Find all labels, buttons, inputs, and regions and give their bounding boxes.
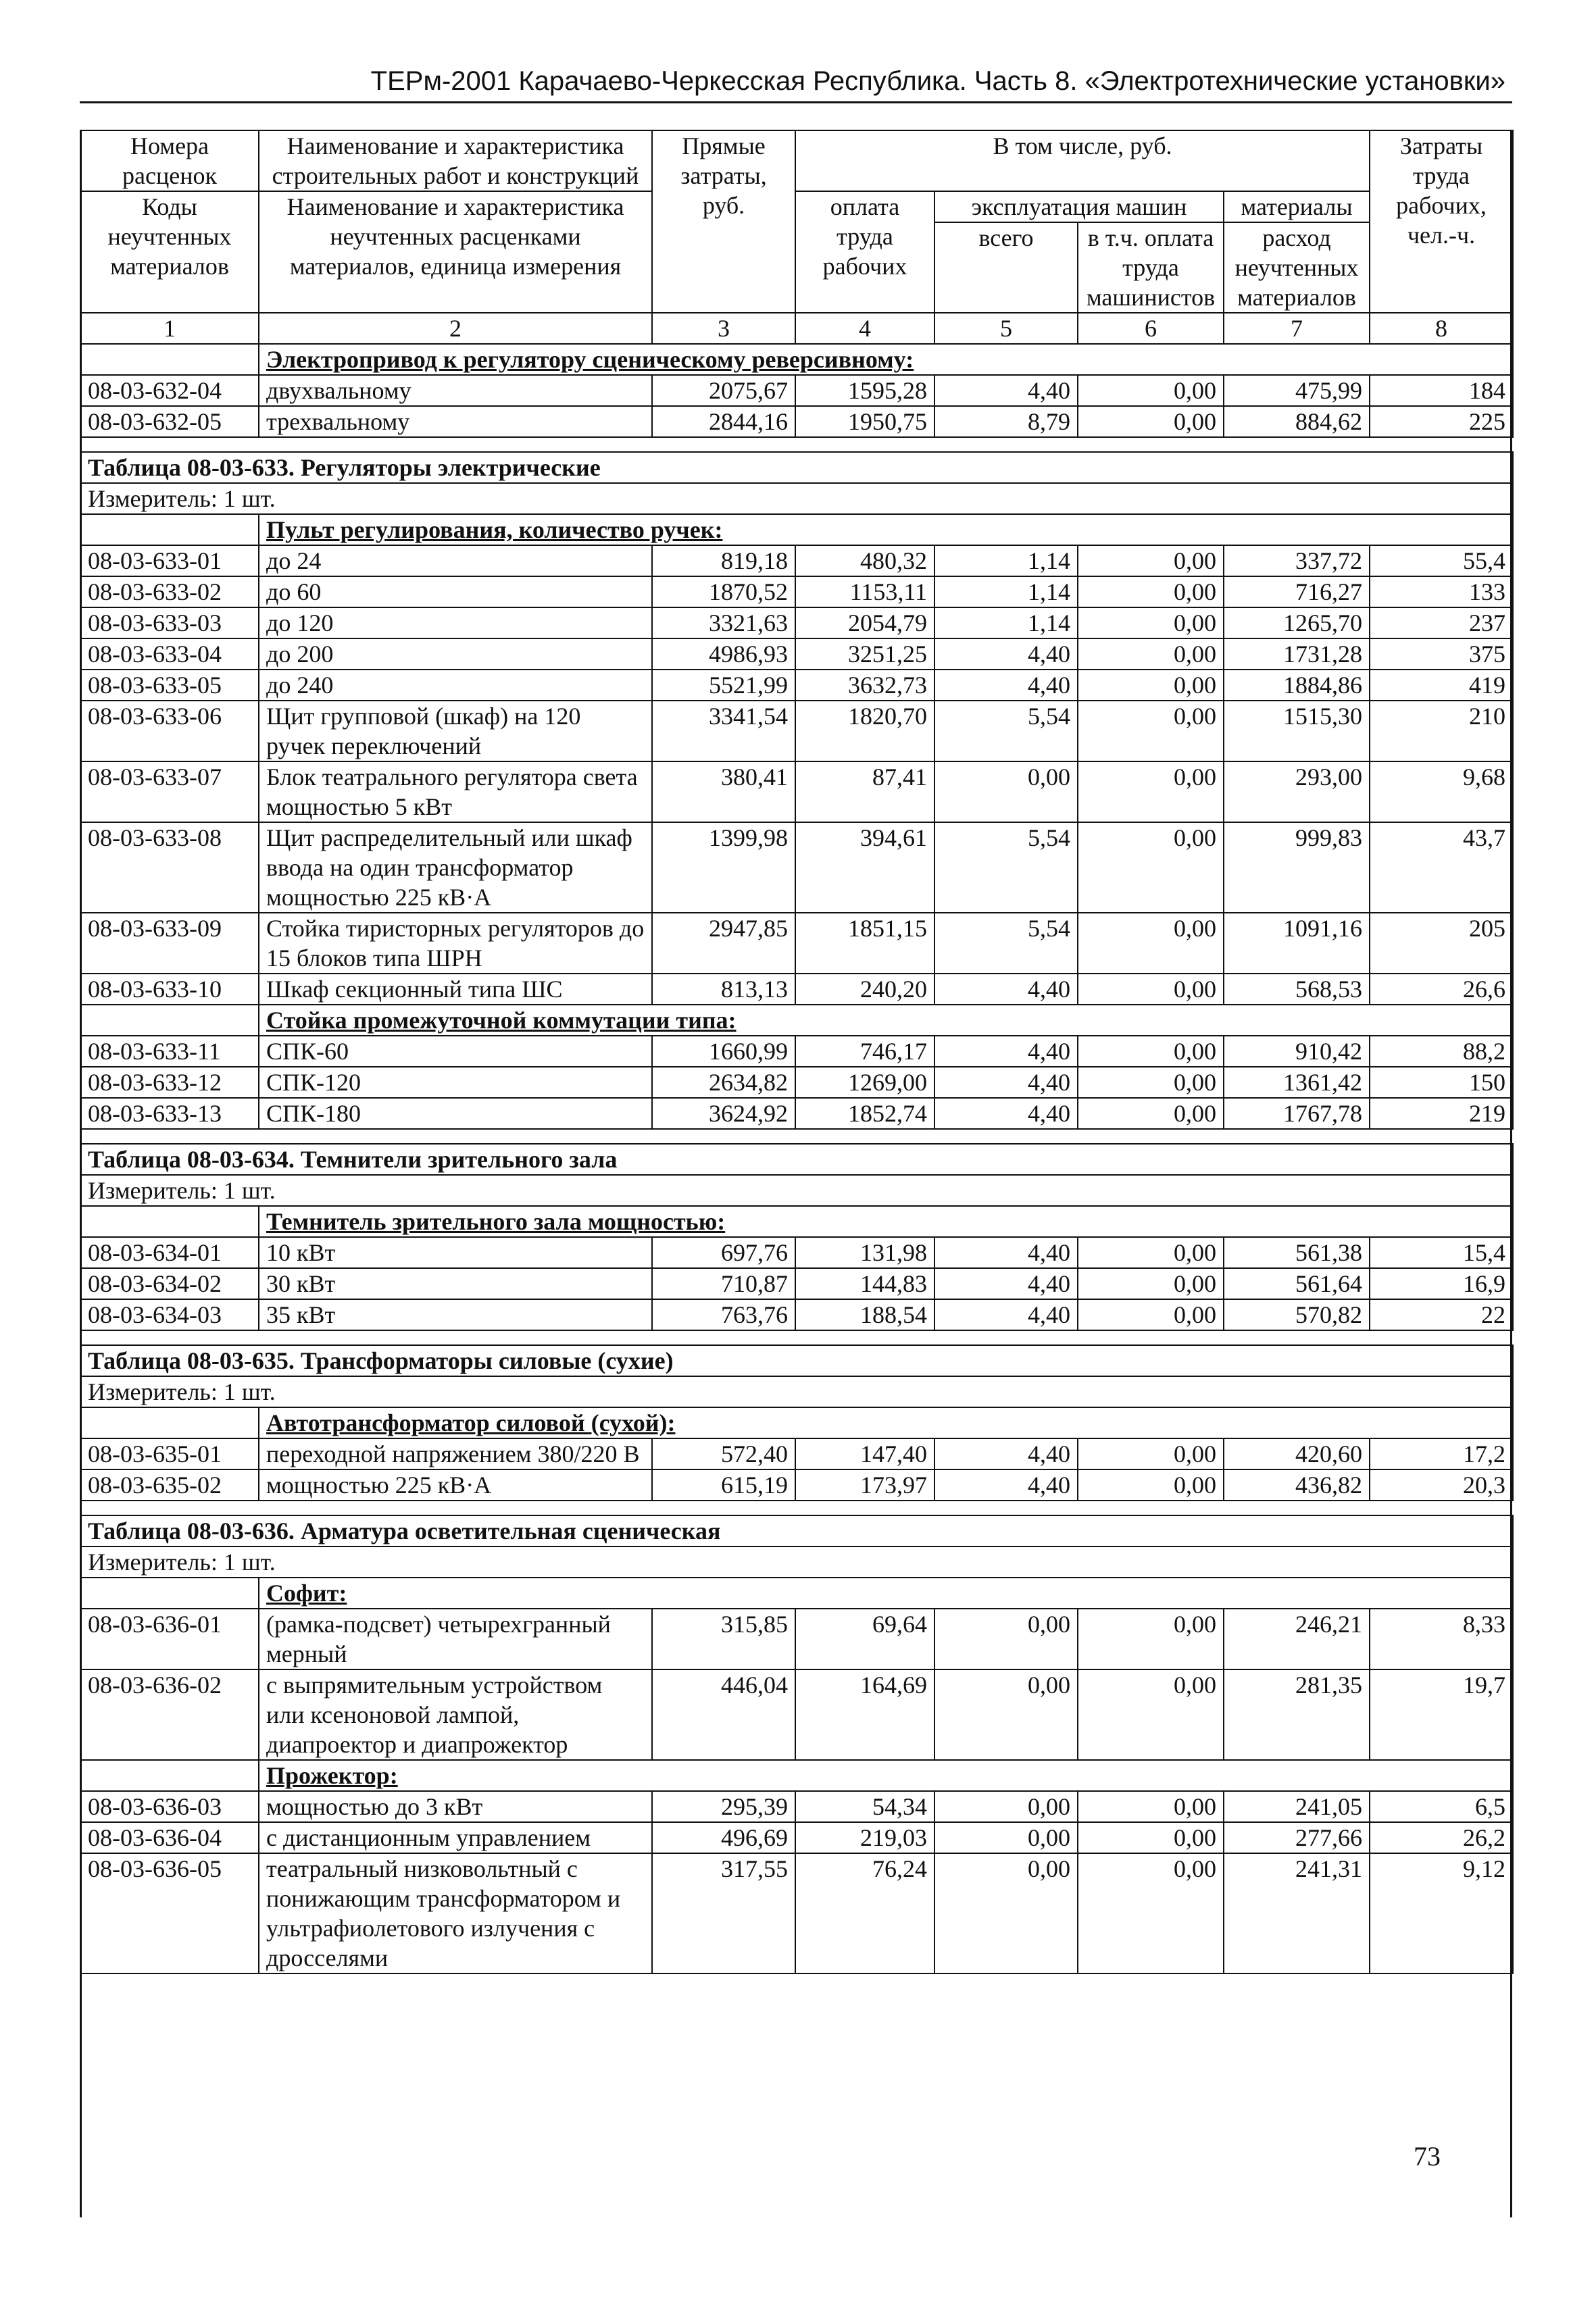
- spacer: [80, 1330, 1513, 1345]
- machinist-pay: 0,00: [1078, 1098, 1224, 1129]
- materials-cost: 293,00: [1224, 761, 1370, 822]
- table-title: Таблица 08-03-636. Арматура осветительная сценическая: [80, 1515, 1513, 1546]
- machine-cost: 4,40: [934, 1067, 1078, 1098]
- col8-header: Затраты труда рабочих, чел.-ч.: [1370, 130, 1513, 313]
- labor-hours: 26,2: [1370, 1822, 1513, 1853]
- table-row: [80, 822, 1513, 913]
- labor-hours: 375: [1370, 638, 1513, 670]
- materials-cost: 570,82: [1224, 1299, 1370, 1330]
- group-spacer: [80, 1005, 259, 1036]
- labor-pay: 1595,28: [795, 375, 934, 406]
- machinist-pay: 0,00: [1078, 1299, 1224, 1330]
- rates-table: [80, 130, 1514, 1974]
- measure-row: [80, 1376, 1513, 1407]
- rate-code: 08-03-634-03: [80, 1299, 259, 1330]
- group-title: Софит:: [259, 1578, 1513, 1609]
- machines-header: эксплуатация машин: [934, 191, 1224, 222]
- materials-cost: 1515,30: [1224, 701, 1370, 761]
- work-name: (рамка-подсвет) четырехгранный мерный: [259, 1609, 652, 1669]
- direct-cost: 710,87: [652, 1268, 795, 1299]
- work-name: 10 кВт: [259, 1237, 652, 1268]
- col-index: 4: [795, 313, 934, 344]
- machine-cost: 4,40: [934, 974, 1078, 1005]
- labor-hours: 15,4: [1370, 1237, 1513, 1268]
- group-title-row: [80, 1760, 1513, 1791]
- labor-pay: 3251,25: [795, 638, 934, 670]
- direct-cost: 446,04: [652, 1669, 795, 1760]
- rate-code: 08-03-633-06: [80, 701, 259, 761]
- spacer: [80, 1501, 1513, 1515]
- page-number: 73: [1414, 2141, 1441, 2171]
- machine-cost: 4,40: [934, 670, 1078, 701]
- table-row: [80, 545, 1513, 576]
- machinist-pay: 0,00: [1078, 1853, 1224, 1973]
- labor-pay: 2054,79: [795, 607, 934, 638]
- table-row: [80, 913, 1513, 974]
- labor-hours: 205: [1370, 913, 1513, 974]
- machinist-pay: 0,00: [1078, 822, 1224, 913]
- labor-hours: 219: [1370, 1098, 1513, 1129]
- labor-hours: 225: [1370, 406, 1513, 437]
- work-name: до 120: [259, 607, 652, 638]
- work-name: трехвальному: [259, 406, 652, 437]
- materials-cost: 999,83: [1224, 822, 1370, 913]
- direct-cost: 4986,93: [652, 638, 795, 670]
- work-name: Стойка тиристорных регуляторов до 15 блоков типа ШРН: [259, 913, 652, 974]
- work-name: до 200: [259, 638, 652, 670]
- materials-cost: 420,60: [1224, 1438, 1370, 1469]
- header-row: [80, 130, 1513, 191]
- measure-unit: Измеритель: 1 шт.: [80, 483, 1513, 514]
- measure-unit: Измеритель: 1 шт.: [80, 1376, 1513, 1407]
- spacer: [80, 1129, 1513, 1144]
- labor-pay: 1851,15: [795, 913, 934, 974]
- materials-cost: 561,38: [1224, 1237, 1370, 1268]
- labor-hours: 6,5: [1370, 1791, 1513, 1822]
- group-spacer: [80, 1206, 259, 1237]
- col5-header: всего: [934, 222, 1078, 313]
- materials-cost: 910,42: [1224, 1036, 1370, 1067]
- labor-pay: 87,41: [795, 761, 934, 822]
- group-title-row: [80, 1407, 1513, 1438]
- col1-top-header: Номера расценок: [80, 130, 259, 191]
- col-index: 2: [259, 313, 652, 344]
- group-spacer: [80, 1760, 259, 1791]
- machine-cost: 4,40: [934, 1299, 1078, 1330]
- labor-hours: 20,3: [1370, 1469, 1513, 1501]
- labor-pay: 147,40: [795, 1438, 934, 1469]
- machine-cost: 4,40: [934, 1469, 1078, 1501]
- table-row: [80, 1609, 1513, 1669]
- table-row: [80, 1438, 1513, 1469]
- labor-hours: 16,9: [1370, 1268, 1513, 1299]
- labor-pay: 394,61: [795, 822, 934, 913]
- rate-code: 08-03-632-04: [80, 375, 259, 406]
- col1-bottom-header: Коды неучтенных материалов: [80, 191, 259, 313]
- labor-hours: 55,4: [1370, 545, 1513, 576]
- group-title-row: [80, 514, 1513, 545]
- direct-cost: 1660,99: [652, 1036, 795, 1067]
- machine-cost: 4,40: [934, 638, 1078, 670]
- machinist-pay: 0,00: [1078, 576, 1224, 607]
- labor-pay: 3632,73: [795, 670, 934, 701]
- materials-cost: 281,35: [1224, 1669, 1370, 1760]
- work-name: мощностью 225 кВ·А: [259, 1469, 652, 1501]
- labor-hours: 237: [1370, 607, 1513, 638]
- machine-cost: 4,40: [934, 1098, 1078, 1129]
- work-name: Блок театрального регулятора света мощностью 5 кВт: [259, 761, 652, 822]
- machinist-pay: 0,00: [1078, 1268, 1224, 1299]
- rate-code: 08-03-633-08: [80, 822, 259, 913]
- measure-row: [80, 1175, 1513, 1206]
- direct-cost: 1399,98: [652, 822, 795, 913]
- work-name: Шкаф секционный типа ШС: [259, 974, 652, 1005]
- rate-code: 08-03-633-11: [80, 1036, 259, 1067]
- rate-code: 08-03-635-01: [80, 1438, 259, 1469]
- running-header: ТЕРм-2001 Карачаево-Черкесская Республика. Часть 8. «Электротехнические установки»: [370, 66, 1505, 96]
- direct-cost: 1870,52: [652, 576, 795, 607]
- materials-cost: 1884,86: [1224, 670, 1370, 701]
- labor-pay: 54,34: [795, 1791, 934, 1822]
- machine-cost: 1,14: [934, 576, 1078, 607]
- direct-cost: 3341,54: [652, 701, 795, 761]
- materials-cost: 568,53: [1224, 974, 1370, 1005]
- header-row: [80, 191, 1513, 222]
- labor-pay: 219,03: [795, 1822, 934, 1853]
- materials-cost: 1361,42: [1224, 1067, 1370, 1098]
- rate-code: 08-03-636-05: [80, 1853, 259, 1973]
- direct-cost: 2075,67: [652, 375, 795, 406]
- labor-hours: 9,12: [1370, 1853, 1513, 1973]
- materials-cost: 716,27: [1224, 576, 1370, 607]
- spacer-row: [80, 437, 1513, 452]
- col-index: 5: [934, 313, 1078, 344]
- direct-cost: 813,13: [652, 974, 795, 1005]
- group-title-row: [80, 1005, 1513, 1036]
- rate-code: 08-03-633-04: [80, 638, 259, 670]
- col-index: 8: [1370, 313, 1513, 344]
- rate-code: 08-03-632-05: [80, 406, 259, 437]
- rate-code: 08-03-633-10: [80, 974, 259, 1005]
- table-row: [80, 670, 1513, 701]
- materials-cost: 436,82: [1224, 1469, 1370, 1501]
- direct-cost: 5521,99: [652, 670, 795, 701]
- machine-cost: 1,14: [934, 545, 1078, 576]
- direct-cost: 380,41: [652, 761, 795, 822]
- work-name: с дистанционным управлением: [259, 1822, 652, 1853]
- materials-cost: 277,66: [1224, 1822, 1370, 1853]
- col-index: 6: [1078, 313, 1224, 344]
- measure-row: [80, 1546, 1513, 1578]
- labor-pay: 480,32: [795, 545, 934, 576]
- rate-code: 08-03-633-03: [80, 607, 259, 638]
- col2-top-header: Наименование и характеристика строительных работ и конструкций: [259, 130, 652, 191]
- work-name: переходной напряжением 380/220 В: [259, 1438, 652, 1469]
- direct-cost: 3321,63: [652, 607, 795, 638]
- labor-hours: 419: [1370, 670, 1513, 701]
- labor-hours: 8,33: [1370, 1609, 1513, 1669]
- rate-code: 08-03-633-09: [80, 913, 259, 974]
- table-row: [80, 1669, 1513, 1760]
- rate-code: 08-03-636-04: [80, 1822, 259, 1853]
- group-title: Пульт регулирования, количество ручек:: [259, 514, 1513, 545]
- machinist-pay: 0,00: [1078, 670, 1224, 701]
- rate-code: 08-03-635-02: [80, 1469, 259, 1501]
- labor-hours: 26,6: [1370, 974, 1513, 1005]
- rate-code: 08-03-633-02: [80, 576, 259, 607]
- machinist-pay: 0,00: [1078, 1036, 1224, 1067]
- machine-cost: 8,79: [934, 406, 1078, 437]
- group-title: Электропривод к регулятору сценическому реверсивному:: [259, 344, 1513, 375]
- labor-pay: 746,17: [795, 1036, 934, 1067]
- labor-pay: 173,97: [795, 1469, 934, 1501]
- direct-cost: 615,19: [652, 1469, 795, 1501]
- direct-cost: 572,40: [652, 1438, 795, 1469]
- materials-cost: 1767,78: [1224, 1098, 1370, 1129]
- machine-cost: 0,00: [934, 1669, 1078, 1760]
- machinist-pay: 0,00: [1078, 913, 1224, 974]
- labor-pay: 188,54: [795, 1299, 934, 1330]
- table-row: [80, 375, 1513, 406]
- col2-bottom-header: Наименование и характеристика неучтенных расценками материалов, единица измерения: [259, 191, 652, 313]
- rate-code: 08-03-633-13: [80, 1098, 259, 1129]
- table-title: Таблица 08-03-634. Темнители зрительного зала: [80, 1144, 1513, 1175]
- machinist-pay: 0,00: [1078, 974, 1224, 1005]
- group-title: Прожектор:: [259, 1760, 1513, 1791]
- work-name: мощностью до 3 кВт: [259, 1791, 652, 1822]
- machine-cost: 4,40: [934, 375, 1078, 406]
- labor-pay: 1852,74: [795, 1098, 934, 1129]
- direct-cost: 2634,82: [652, 1067, 795, 1098]
- spacer-row: [80, 1501, 1513, 1515]
- direct-cost: 496,69: [652, 1822, 795, 1853]
- direct-cost: 2947,85: [652, 913, 795, 974]
- machine-cost: 0,00: [934, 1791, 1078, 1822]
- materials-cost: 246,21: [1224, 1609, 1370, 1669]
- direct-cost: 295,39: [652, 1791, 795, 1822]
- table-title-row: [80, 1345, 1513, 1376]
- materials-cost: 1091,16: [1224, 913, 1370, 974]
- work-name: Щит распределительный или шкаф ввода на один трансформатор мощностью 225 кВ·А: [259, 822, 652, 913]
- table-row: [80, 1469, 1513, 1501]
- labor-hours: 17,2: [1370, 1438, 1513, 1469]
- col4-header: оплата труда рабочих: [795, 191, 934, 313]
- direct-cost: 697,76: [652, 1237, 795, 1268]
- col6-header: в т.ч. оплата труда машинистов: [1078, 222, 1224, 313]
- labor-hours: 184: [1370, 375, 1513, 406]
- machine-cost: 4,40: [934, 1036, 1078, 1067]
- table-body: [80, 130, 1513, 1973]
- group-spacer: [80, 1407, 259, 1438]
- labor-pay: 76,24: [795, 1853, 934, 1973]
- labor-hours: 22: [1370, 1299, 1513, 1330]
- col3-header: Прямые затраты, руб.: [652, 130, 795, 313]
- group-spacer: [80, 514, 259, 545]
- table-row: [80, 701, 1513, 761]
- table-row: [80, 1299, 1513, 1330]
- labor-hours: 9,68: [1370, 761, 1513, 822]
- materials-cost: 475,99: [1224, 375, 1370, 406]
- machine-cost: 5,54: [934, 913, 1078, 974]
- table-title: Таблица 08-03-635. Трансформаторы силовые (сухие): [80, 1345, 1513, 1376]
- labor-hours: 19,7: [1370, 1669, 1513, 1760]
- rate-code: 08-03-636-02: [80, 1669, 259, 1760]
- materials-cost: 337,72: [1224, 545, 1370, 576]
- work-name: 30 кВт: [259, 1268, 652, 1299]
- machinist-pay: 0,00: [1078, 607, 1224, 638]
- machinist-pay: 0,00: [1078, 1791, 1224, 1822]
- machine-cost: 0,00: [934, 1822, 1078, 1853]
- machine-cost: 4,40: [934, 1268, 1078, 1299]
- rate-code: 08-03-634-01: [80, 1237, 259, 1268]
- machinist-pay: 0,00: [1078, 1469, 1224, 1501]
- labor-pay: 1950,75: [795, 406, 934, 437]
- column-index-row: [80, 313, 1513, 344]
- measure-unit: Измеритель: 1 шт.: [80, 1546, 1513, 1578]
- machinist-pay: 0,00: [1078, 1438, 1224, 1469]
- direct-cost: 819,18: [652, 545, 795, 576]
- labor-pay: 1269,00: [795, 1067, 934, 1098]
- table-row: [80, 1067, 1513, 1098]
- spacer-row: [80, 1129, 1513, 1144]
- col7-header: расход неучтенных материалов: [1224, 222, 1370, 313]
- materials-cost: 1731,28: [1224, 638, 1370, 670]
- machinist-pay: 0,00: [1078, 375, 1224, 406]
- header-rule: [80, 101, 1512, 103]
- measure-unit: Измеритель: 1 шт.: [80, 1175, 1513, 1206]
- table-row: [80, 1791, 1513, 1822]
- rate-code: 08-03-636-01: [80, 1609, 259, 1669]
- materials-header: материалы: [1224, 191, 1370, 222]
- table-row: [80, 607, 1513, 638]
- col-index: 3: [652, 313, 795, 344]
- table-row: [80, 638, 1513, 670]
- group-title: Автотрансформатор силовой (сухой):: [259, 1407, 1513, 1438]
- table-row: [80, 576, 1513, 607]
- spacer: [80, 437, 1513, 452]
- work-name: двухвальному: [259, 375, 652, 406]
- group-header: В том числе, руб.: [795, 130, 1370, 191]
- rate-code: 08-03-634-02: [80, 1268, 259, 1299]
- table-row: [80, 1098, 1513, 1129]
- group-title: Стойка промежуточной коммутации типа:: [259, 1005, 1513, 1036]
- machine-cost: 5,54: [934, 701, 1078, 761]
- direct-cost: 317,55: [652, 1853, 795, 1973]
- machinist-pay: 0,00: [1078, 638, 1224, 670]
- spacer-row: [80, 1330, 1513, 1345]
- work-name: до 240: [259, 670, 652, 701]
- machine-cost: 0,00: [934, 761, 1078, 822]
- table-row: [80, 406, 1513, 437]
- machinist-pay: 0,00: [1078, 761, 1224, 822]
- labor-hours: 210: [1370, 701, 1513, 761]
- labor-pay: 144,83: [795, 1268, 934, 1299]
- work-name: СПК-60: [259, 1036, 652, 1067]
- materials-cost: 241,05: [1224, 1791, 1370, 1822]
- table-row: [80, 974, 1513, 1005]
- direct-cost: 315,85: [652, 1609, 795, 1669]
- machine-cost: 4,40: [934, 1237, 1078, 1268]
- table-row: [80, 1036, 1513, 1067]
- materials-cost: 884,62: [1224, 406, 1370, 437]
- table-title: Таблица 08-03-633. Регуляторы электрические: [80, 452, 1513, 483]
- rate-code: 08-03-633-05: [80, 670, 259, 701]
- machinist-pay: 0,00: [1078, 406, 1224, 437]
- labor-pay: 1153,11: [795, 576, 934, 607]
- table-row: [80, 761, 1513, 822]
- col-index: 7: [1224, 313, 1370, 344]
- machinist-pay: 0,00: [1078, 1609, 1224, 1669]
- machinist-pay: 0,00: [1078, 545, 1224, 576]
- col-index: 1: [80, 313, 259, 344]
- table-title-row: [80, 452, 1513, 483]
- labor-pay: 69,64: [795, 1609, 934, 1669]
- machine-cost: 5,54: [934, 822, 1078, 913]
- materials-cost: 561,64: [1224, 1268, 1370, 1299]
- table-row: [80, 1853, 1513, 1973]
- machinist-pay: 0,00: [1078, 1669, 1224, 1760]
- rate-code: 08-03-636-03: [80, 1791, 259, 1822]
- rate-code: 08-03-633-07: [80, 761, 259, 822]
- table-row: [80, 1822, 1513, 1853]
- group-spacer: [80, 344, 259, 375]
- work-name: до 24: [259, 545, 652, 576]
- direct-cost: 763,76: [652, 1299, 795, 1330]
- labor-pay: 164,69: [795, 1669, 934, 1760]
- measure-row: [80, 483, 1513, 514]
- machine-cost: 1,14: [934, 607, 1078, 638]
- work-name: СПК-180: [259, 1098, 652, 1129]
- work-name: СПК-120: [259, 1067, 652, 1098]
- labor-pay: 1820,70: [795, 701, 934, 761]
- materials-cost: 241,31: [1224, 1853, 1370, 1973]
- machinist-pay: 0,00: [1078, 701, 1224, 761]
- group-title-row: [80, 344, 1513, 375]
- machinist-pay: 0,00: [1078, 1237, 1224, 1268]
- work-name: Щит групповой (шкаф) на 120 ручек переключений: [259, 701, 652, 761]
- machinist-pay: 0,00: [1078, 1822, 1224, 1853]
- labor-hours: 43,7: [1370, 822, 1513, 913]
- direct-cost: 3624,92: [652, 1098, 795, 1129]
- materials-cost: 1265,70: [1224, 607, 1370, 638]
- direct-cost: 2844,16: [652, 406, 795, 437]
- group-spacer: [80, 1578, 259, 1609]
- machine-cost: 0,00: [934, 1853, 1078, 1973]
- machinist-pay: 0,00: [1078, 1067, 1224, 1098]
- table-title-row: [80, 1515, 1513, 1546]
- work-name: до 60: [259, 576, 652, 607]
- group-title-row: [80, 1578, 1513, 1609]
- rate-code: 08-03-633-01: [80, 545, 259, 576]
- group-title: Темнитель зрительного зала мощностью:: [259, 1206, 1513, 1237]
- group-title-row: [80, 1206, 1513, 1237]
- labor-hours: 150: [1370, 1067, 1513, 1098]
- table-row: [80, 1268, 1513, 1299]
- machine-cost: 0,00: [934, 1609, 1078, 1669]
- table-title-row: [80, 1144, 1513, 1175]
- work-name: с выпрямительным устройством или ксеноновой лампой, диапроектор и диапрожектор: [259, 1669, 652, 1760]
- work-name: 35 кВт: [259, 1299, 652, 1330]
- rate-code: 08-03-633-12: [80, 1067, 259, 1098]
- work-name: театральный низковольтный с понижающим трансформатором и ультрафиолетового излучения с дросселями: [259, 1853, 652, 1973]
- labor-hours: 133: [1370, 576, 1513, 607]
- labor-hours: 88,2: [1370, 1036, 1513, 1067]
- table-row: [80, 1237, 1513, 1268]
- labor-pay: 131,98: [795, 1237, 934, 1268]
- machine-cost: 4,40: [934, 1438, 1078, 1469]
- labor-pay: 240,20: [795, 974, 934, 1005]
